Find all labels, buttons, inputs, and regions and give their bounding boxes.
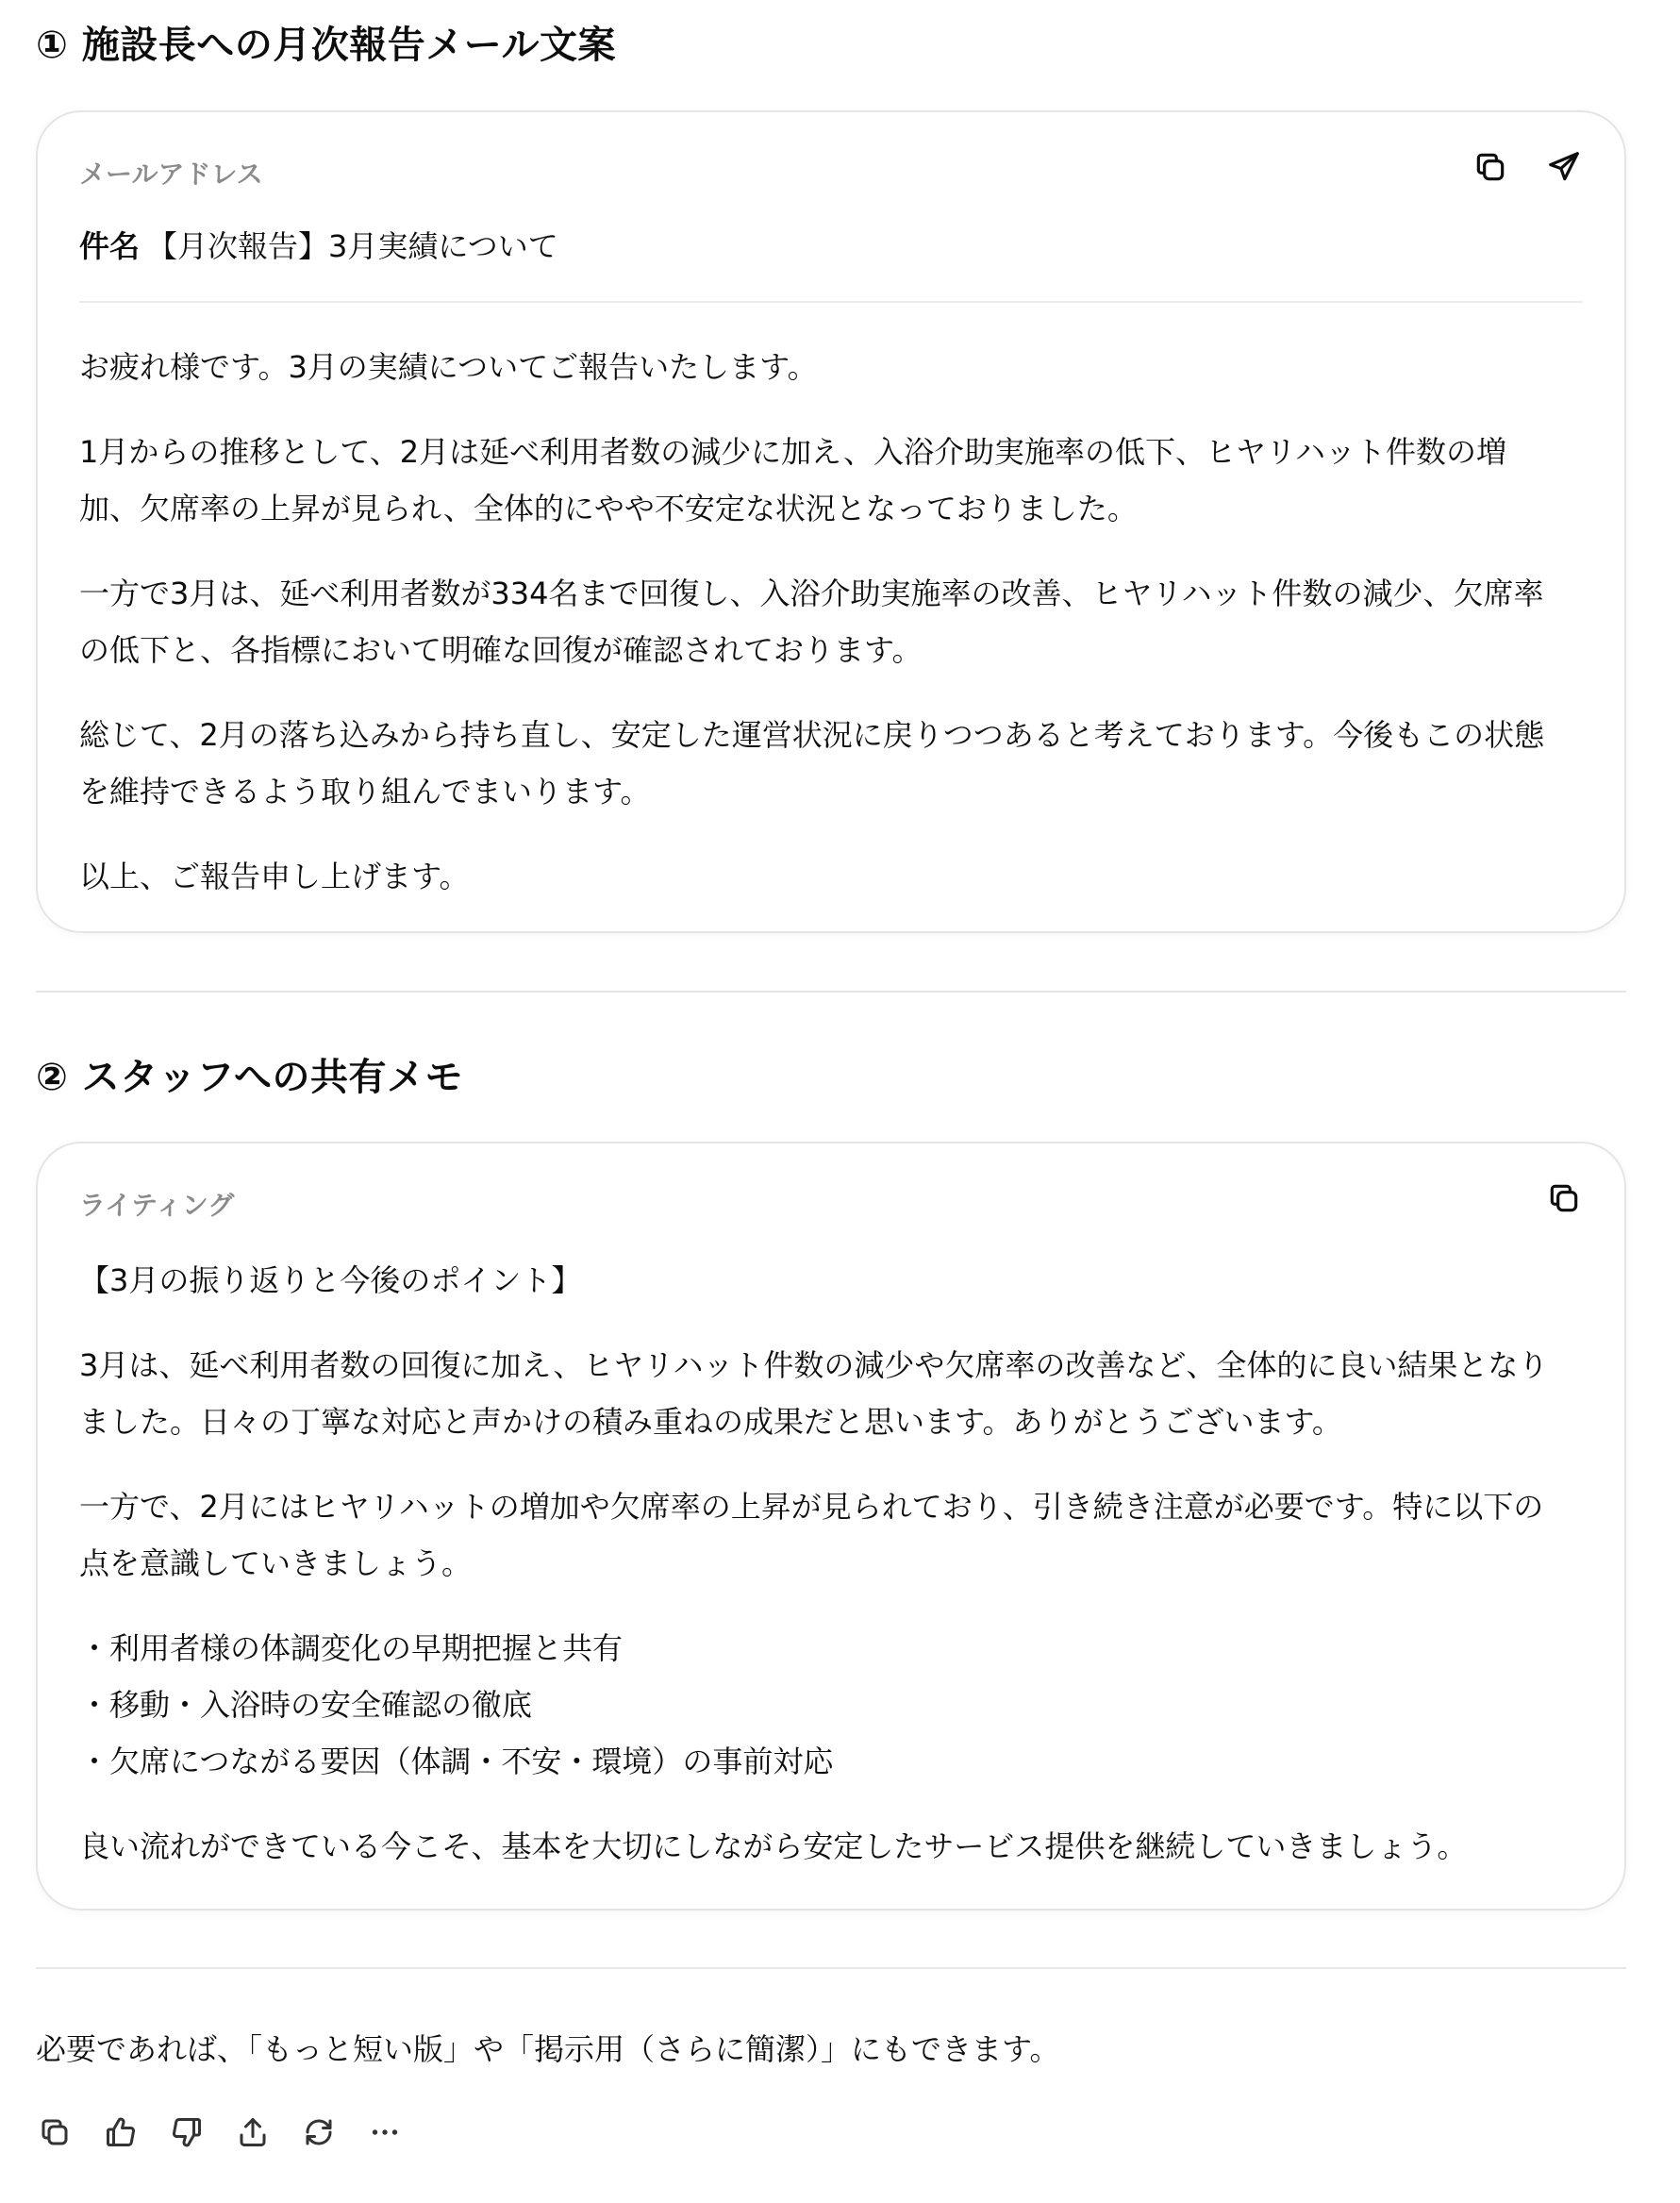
copy-icon[interactable] [1472, 148, 1509, 186]
email-paragraph: 以上、ご報告申し上げます。 [79, 859, 470, 894]
memo-body [79, 1252, 1558, 1875]
memo-bullet: ・移動・入浴時の安全確認の徹底 [79, 1687, 533, 1723]
memo-bullet: ・利用者様の体調変化の早期把握と共有 [79, 1630, 624, 1666]
message-action-bar [36, 2113, 404, 2151]
memo-title: 【3月の振り返りと今後のポイント】 [79, 1262, 582, 1298]
memo-closing: 良い流れができている今こそ、基本を大切にしながら安定したサービス提供を継続していきましょう。 [79, 1828, 1468, 1864]
send-icon[interactable] [1545, 148, 1583, 186]
email-paragraph: お疲れ様です。3月の実績についてご報告いたします。 [79, 349, 818, 385]
email-paragraph: 1月からの推移として、2月は延べ利用者数の減少に加え、入浴介助実施率の低下、ヒヤリハット件数の増加、欠席率の上昇が見られ、全体的にやや不安定な状況となっておりました。 [79, 434, 1507, 526]
email-body [79, 339, 1558, 905]
thumbs-up-icon[interactable] [102, 2113, 140, 2151]
email-subject [79, 225, 1583, 268]
memo-paragraph: 3月は、延べ利用者数の回復に加え、ヒヤリハット件数の減少や欠席率の改善など、全体的に良い結果となりました。日々の丁寧な対応と声かけの積み重ねの成果だと思います。ありがとうございます。 [79, 1347, 1549, 1440]
email-paragraph: 総じて、2月の落ち込みから持ち直し、安定した運営状況に戻りつつあると考えております。今後もこの状態を維持できるよう取り組んでまいります。 [79, 717, 1545, 809]
card-label-writing: ライティング [79, 1190, 235, 1221]
memo-paragraph: 一方で、2月にはヒヤリハットの増加や欠席率の上昇が見られており、引き続き注意が必要です。特に以下の点を意識していきましょう。 [79, 1489, 1544, 1581]
memo-bullet: ・欠席につながる要因（体調・不安・環境）の事前対応 [79, 1744, 834, 1779]
card-label-email: メールアドレス [79, 159, 263, 190]
subject-value: 【月次報告】3月実績について [147, 228, 558, 264]
footer-note: 必要であれば、「もっと短い版」や「掲示用（さらに簡潔）」にもできます。 [36, 2031, 1060, 2067]
copy-icon[interactable] [36, 2113, 74, 2151]
memo-bullet-list [79, 1620, 1558, 1790]
more-icon[interactable] [366, 2113, 404, 2151]
section-divider [36, 991, 1626, 993]
subject-divider [79, 301, 1583, 303]
staff-memo-card [36, 1142, 1626, 1911]
email-draft-card [36, 110, 1626, 933]
share-icon[interactable] [234, 2113, 272, 2151]
copy-icon[interactable] [1545, 1179, 1583, 1217]
section-heading-memo: ② スタッフへの共有メモ [36, 1056, 463, 1099]
card-actions [1545, 1179, 1583, 1217]
regenerate-icon[interactable] [300, 2113, 338, 2151]
thumbs-down-icon[interactable] [168, 2113, 206, 2151]
section-divider [36, 1967, 1626, 1969]
subject-key: 件名 [79, 228, 141, 264]
email-paragraph: 一方で3月は、延べ利用者数が334名まで回復し、入浴介助実施率の改善、ヒヤリハット件数の減少、欠席率の低下と、各指標において明確な回復が確認されております。 [79, 576, 1544, 668]
section-heading-email: ① 施設長への月次報告メール文案 [36, 24, 616, 67]
card-actions [1472, 148, 1583, 186]
